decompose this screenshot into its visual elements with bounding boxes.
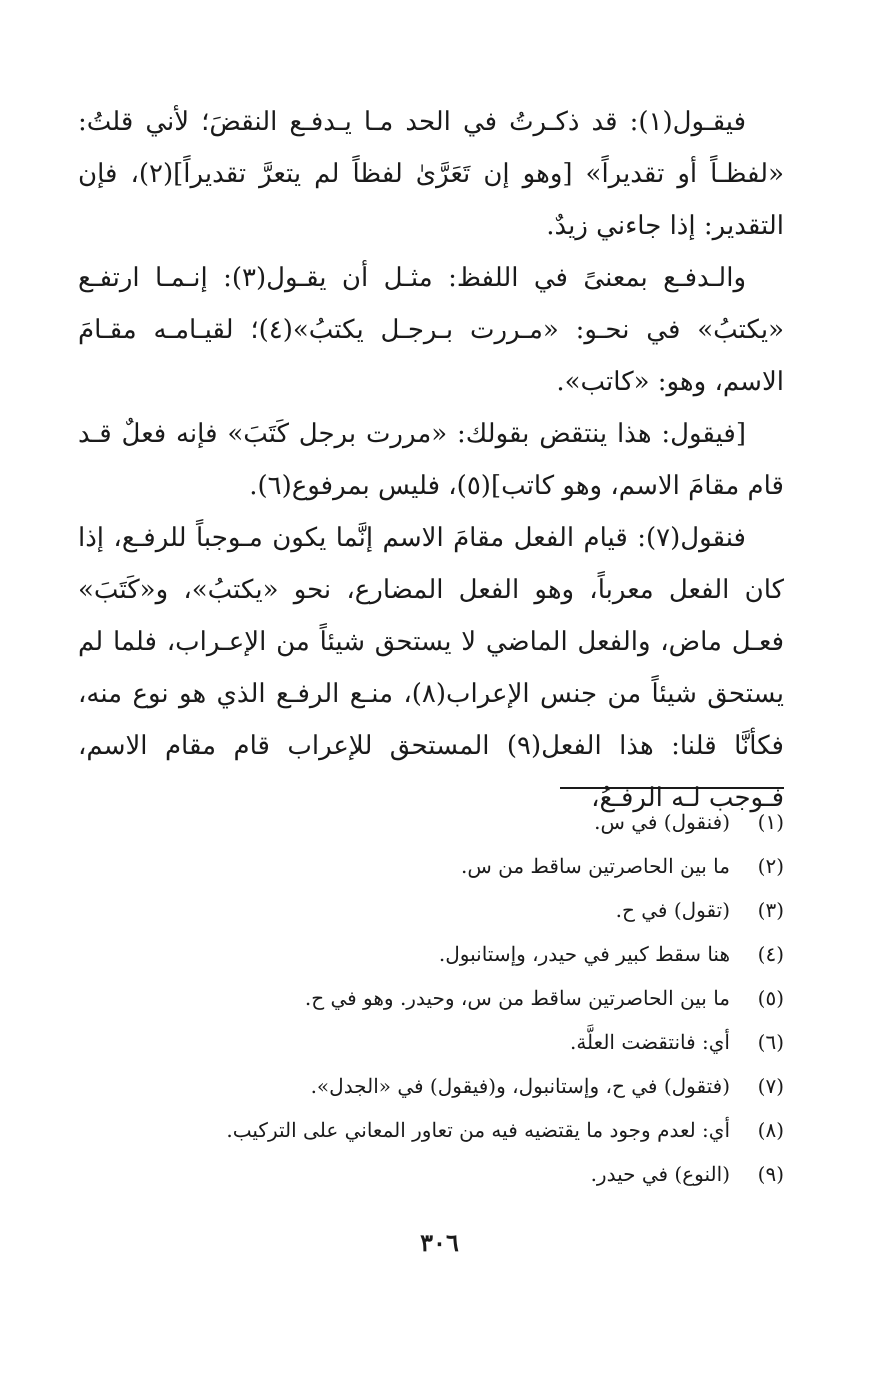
footnote-number: (٧) (757, 1074, 784, 1098)
footnote-number: (٩) (757, 1162, 784, 1186)
footnote-number: (١) (757, 810, 784, 834)
main-text (78, 96, 784, 824)
footnote-9 (78, 1152, 784, 1196)
footnote-number: (٦) (757, 1030, 784, 1054)
page-number: ٣٠٦ (420, 1228, 459, 1257)
footnote-6 (78, 1020, 784, 1064)
paragraph-3: [فيقول: هذا ينتقض بقولك: «مررت برجل كَتَبَ» فإنه فعلٌ قـد قام مقامَ الاسم، وهو كاتب](٥)، فليس بمرفوع(٦). (78, 419, 784, 501)
paragraph-2: والـدفـع بمعنىً في اللفظ: مثـل أن يقـول(٣): إنـمـا ارتفـع «يكتبُ» في نحـو: «مـررت بـرجـل يكتبُ»(٤)؛ لقيـامـه مقـامَ الاسم، وهو: «كاتب». (78, 263, 784, 397)
paragraph-4: فنقول(٧): قيام الفعل مقامَ الاسم إنَّما يكون مـوجباً للرفـع، إذا كان الفعل معرباً، وهو الفعل المضارع، نحو «يكتبُ»، و«كَتَبَ» فعـل ماض، والفعل الماضي لا يستحق شيئاً من الإعـراب، فلما لم يستحق شيئاً من جنس الإعراب(٨)، منـع الرفـع الذي هو نوع منه، فكأنَّا قلنا: هذا الفعل(٩) المستحق للإعراب قام مقام الاسم، فـوجب لـه الرفـعُ، (78, 523, 784, 813)
footnote-2 (78, 844, 784, 888)
footnote-5 (78, 976, 784, 1020)
footnote-3 (78, 888, 784, 932)
footnote-4 (78, 932, 784, 976)
footnote-number: (٨) (757, 1118, 784, 1142)
footnote-text: (فتقول) في ح، وإستانبول، و(فيقول) في «الجدل». (310, 1074, 730, 1098)
footnote-number: (٢) (757, 854, 784, 878)
paragraph-1: فيقـول(١): قد ذكـرتُ في الحد مـا يـدفـع النقضَ؛ لأني قلتُ: «لفظـاً أو تقديراً» [وهو إن تَعَرَّىٰ لفظاً لم يتعرَّ تقديراً](٢)، فإن التقدير: إذا جاءني زيدٌ. (78, 107, 785, 241)
footnote-number: (٥) (757, 986, 784, 1010)
footnote-text: أي: فانتقضت العلَّة. (569, 1030, 730, 1054)
footnote-1 (78, 800, 784, 844)
footnote-number: (٣) (757, 898, 784, 922)
footnote-8 (78, 1108, 784, 1152)
footnote-text: (تقول) في ح. (615, 898, 730, 922)
footnote-number: (٤) (757, 942, 784, 966)
footnote-text: (النوع) في حيدر. (590, 1162, 730, 1186)
footnote-text: (فنقول) في س. (594, 810, 730, 834)
footnote-text: هنا سقط كبير في حيدر، وإستانبول. (438, 942, 730, 966)
footnote-divider (560, 787, 784, 789)
footnotes (78, 800, 784, 1196)
footnote-text: أي: لعدم وجود ما يقتضيه فيه من تعاور المعاني على التركيب. (226, 1118, 730, 1142)
footnote-7 (78, 1064, 784, 1108)
footnote-text: ما بين الحاصرتين ساقط من س. (460, 854, 730, 878)
footnote-text: ما بين الحاصرتين ساقط من س، وحيدر. وهو في ح. (304, 986, 730, 1010)
